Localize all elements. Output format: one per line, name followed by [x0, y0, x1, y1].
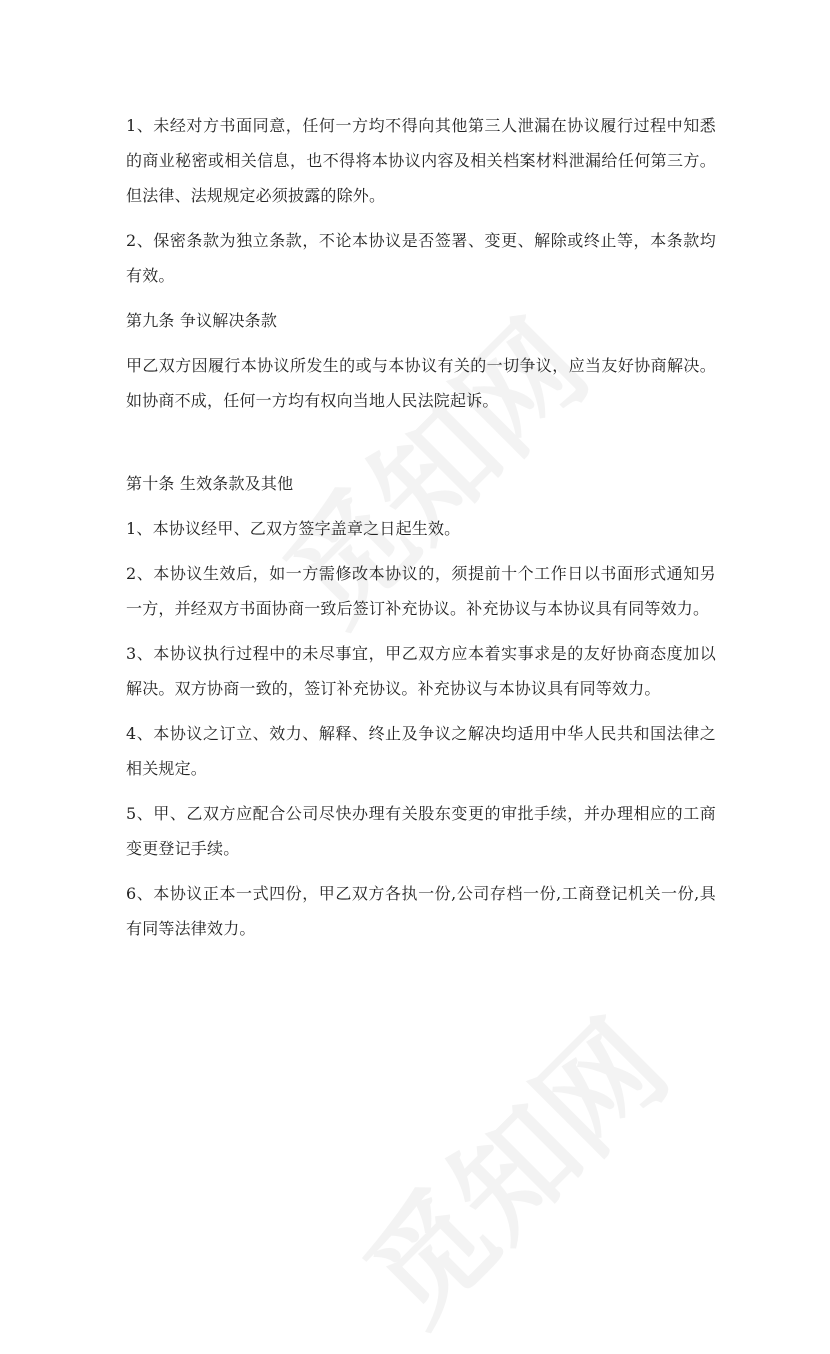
watermark — [322, 978, 698, 1354]
article-10-item-5: 5、甲、乙双方应配合公司尽快办理有关股东变更的审批手续，并办理相应的工商变更登记手续。 — [126, 804, 716, 858]
clause-confidentiality-1: 1、未经对方书面同意，任何一方均不得向其他第三人泄漏在协议履行过程中知悉的商业秘密或相关信息，也不得将本协议内容及相关档案材料泄漏给任何第三方。但法律、法规规定必须披露的除外。 — [126, 116, 716, 205]
article-10-item-2: 2、本协议生效后，如一方需修改本协议的，须提前十个工作日以书面形式通知另一方，并经双方书面协商一致后签订补充协议。补充协议与本协议具有同等效力。 — [126, 564, 716, 618]
article-9-text: 甲乙双方因履行本协议所发生的或与本协议有关的一切争议，应当友好协商解决。如协商不成，任何一方均有权向当地人民法院起诉。 — [126, 356, 716, 410]
article-10-item-4: 4、本协议之订立、效力、解释、终止及争议之解决均适用中华人民共和国法律之相关规定。 — [126, 724, 716, 778]
article-10-item-6: 6、本协议正本一式四份，甲乙双方各执一份,公司存档一份,工商登记机关一份,具有同等法律效力。 — [126, 884, 716, 938]
article-10-item-1: 1、本协议经甲、乙双方签字盖章之日起生效。 — [126, 519, 461, 538]
article-10-heading: 第十条 生效条款及其他 — [126, 474, 294, 493]
document-body — [126, 108, 716, 956]
article-9-heading: 第九条 争议解决条款 — [126, 311, 278, 330]
article-10-item-3: 3、本协议执行过程中的未尽事宜，甲乙双方应本着实事求是的友好协商态度加以解决。双方协商一致的，签订补充协议。补充协议与本协议具有同等效力。 — [126, 644, 716, 698]
clause-confidentiality-2: 2、保密条款为独立条款，不论本协议是否签署、变更、解除或终止等，本条款均有效。 — [126, 231, 716, 285]
